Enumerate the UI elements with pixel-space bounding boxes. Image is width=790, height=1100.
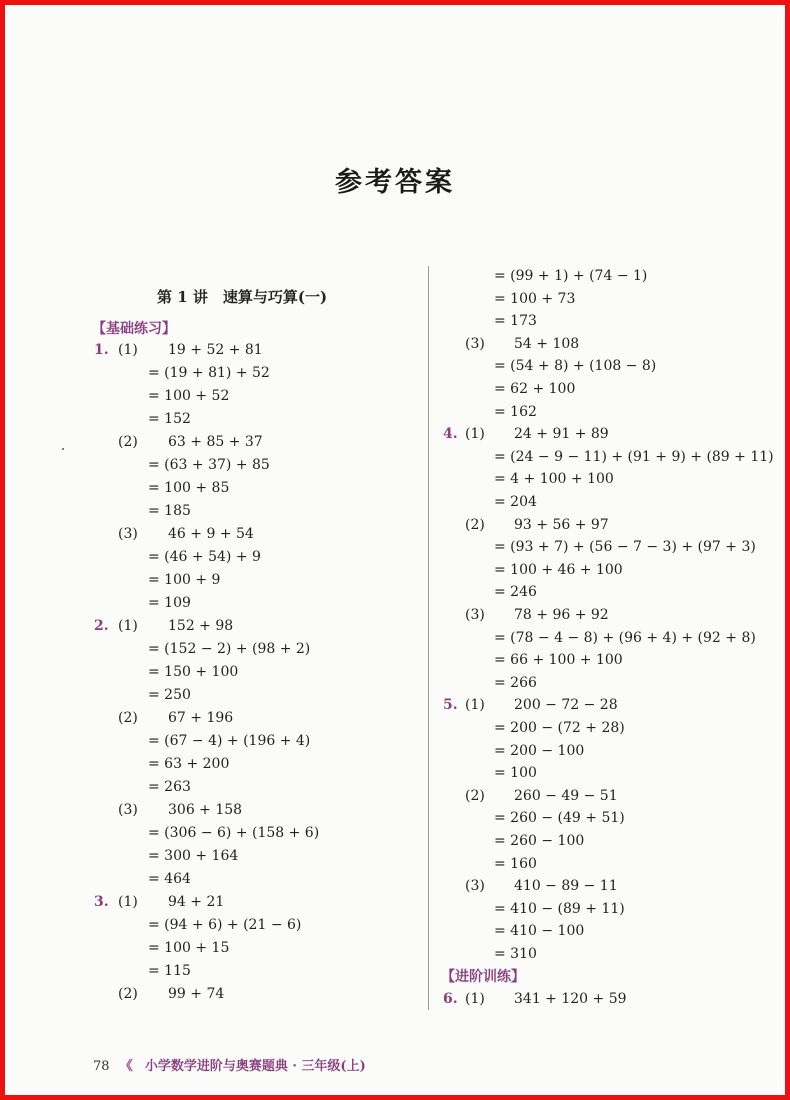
expression: 63 + 85 + 37 (168, 434, 263, 450)
expression: = 100 + 46 + 100 (494, 561, 623, 578)
expression: 152 + 98 (168, 618, 234, 634)
chapter-heading: 第 1 讲 速算与巧算(一) (157, 288, 328, 306)
expression: = (78 − 4 − 8) + (96 + 4) + (92 + 8) (494, 629, 756, 646)
problem-number: 3. (94, 894, 109, 910)
expression: 99 + 74 (168, 986, 225, 1002)
expression: 341 + 120 + 59 (514, 991, 627, 1007)
section-advanced-training: 【进阶训练】 (441, 969, 525, 985)
expression: = 100 (494, 765, 537, 782)
expression: 46 + 9 + 54 (168, 526, 254, 542)
expression: = 464 (148, 871, 191, 887)
expression: = (99 + 1) + (74 − 1) (494, 268, 648, 284)
sub-problem-label: (2) (118, 710, 138, 726)
sub-problem-label: (3) (465, 335, 485, 352)
sub-problem-label: (1) (118, 618, 138, 634)
sub-problem-label: (2) (465, 787, 485, 804)
expression: = 115 (148, 963, 191, 979)
sub-problem-label: (2) (118, 434, 138, 450)
expression: 54 + 108 (514, 335, 580, 352)
page-number: 78 (93, 1059, 110, 1074)
expression: = 260 − 100 (494, 833, 585, 849)
sub-problem-label: (1) (465, 697, 485, 714)
expression: = 109 (148, 595, 191, 611)
expression: 67 + 196 (168, 710, 234, 726)
expression: 24 + 91 + 89 (514, 426, 609, 443)
expression: = (46 + 54) + 9 (148, 549, 261, 565)
expression: = 173 (494, 313, 537, 330)
expression: 260 − 49 − 51 (514, 787, 618, 804)
expression: = 310 (494, 946, 537, 962)
expression: 200 − 72 − 28 (514, 697, 618, 714)
expression: = (152 − 2) + (98 + 2) (148, 641, 311, 657)
expression: 306 + 158 (168, 802, 243, 818)
expression: = 100 + 9 (148, 572, 221, 588)
sub-problem-label: (2) (465, 516, 485, 533)
problem-number: 1. (94, 342, 109, 358)
sub-problem-label: (1) (465, 426, 485, 443)
expression: = 100 + 15 (148, 940, 230, 956)
expression: = 63 + 200 (148, 756, 230, 772)
sub-problem-label: (1) (465, 991, 485, 1007)
book-title: 小学数学进阶与奥赛题典 · 三年级(上) (144, 1059, 366, 1074)
expression: 93 + 56 + 97 (514, 516, 609, 533)
problem-number: 2. (94, 618, 109, 634)
sub-problem-label: (1) (118, 342, 138, 358)
expression: = 4 + 100 + 100 (494, 471, 614, 488)
expression: = 152 (148, 411, 191, 427)
expression: = 410 − 100 (494, 923, 585, 940)
expression: = 263 (148, 779, 191, 795)
double-chevron-icon: 《 (119, 1059, 133, 1074)
page-footer (93, 1055, 366, 1074)
speck-mark (62, 448, 64, 450)
problem-number: 6. (443, 991, 458, 1007)
expression: = 410 − (89 + 11) (494, 900, 625, 917)
expression: = 162 (494, 403, 537, 420)
sub-problem-label: (3) (118, 802, 138, 818)
expression: = (24 − 9 − 11) + (91 + 9) + (89 + 11) (494, 448, 774, 465)
expression: 78 + 96 + 92 (514, 607, 609, 623)
expression: = 300 + 164 (148, 848, 239, 864)
sub-problem-label: (1) (118, 894, 138, 910)
sub-problem-label: (2) (118, 986, 138, 1002)
expression: = (19 + 81) + 52 (148, 365, 270, 381)
expression: = 150 + 100 (148, 664, 239, 680)
expression: = 100 + 52 (148, 388, 230, 404)
sub-problem-label: (3) (465, 878, 485, 895)
section-basic-practice: 【基础练习】 (92, 321, 176, 337)
expression: = 100 + 73 (494, 290, 576, 307)
expression: = (63 + 37) + 85 (148, 457, 270, 473)
sub-problem-label: (3) (118, 526, 138, 542)
expression: = (67 − 4) + (196 + 4) (148, 733, 311, 749)
sub-problem-label: (3) (465, 607, 485, 623)
expression: = 100 + 85 (148, 480, 230, 496)
expression: = 266 (494, 674, 537, 691)
expression: = 246 (494, 584, 537, 601)
expression: = (94 + 6) + (21 − 6) (148, 917, 302, 933)
expression: = 62 + 100 (494, 381, 576, 397)
expression: = (93 + 7) + (56 − 7 − 3) + (97 + 3) (494, 539, 756, 556)
column-divider (428, 266, 429, 1010)
expression: 94 + 21 (168, 894, 225, 910)
expression: = 66 + 100 + 100 (494, 652, 623, 669)
expression: 19 + 52 + 81 (168, 342, 263, 358)
expression: = (306 − 6) + (158 + 6) (148, 825, 320, 841)
expression: = (54 + 8) + (108 − 8) (494, 358, 657, 375)
expression: 410 − 89 − 11 (514, 878, 618, 895)
expression: = 160 (494, 855, 537, 872)
expression: = 200 − 100 (494, 742, 585, 759)
problem-number: 4. (443, 426, 458, 443)
expression: = 250 (148, 687, 191, 703)
expression: = 204 (494, 494, 537, 510)
problem-number: 5. (443, 697, 458, 714)
expression: = 185 (148, 503, 191, 519)
expression: = 260 − (49 + 51) (494, 810, 625, 827)
page-title: 参考答案 (335, 167, 455, 198)
expression: = 200 − (72 + 28) (494, 720, 625, 736)
